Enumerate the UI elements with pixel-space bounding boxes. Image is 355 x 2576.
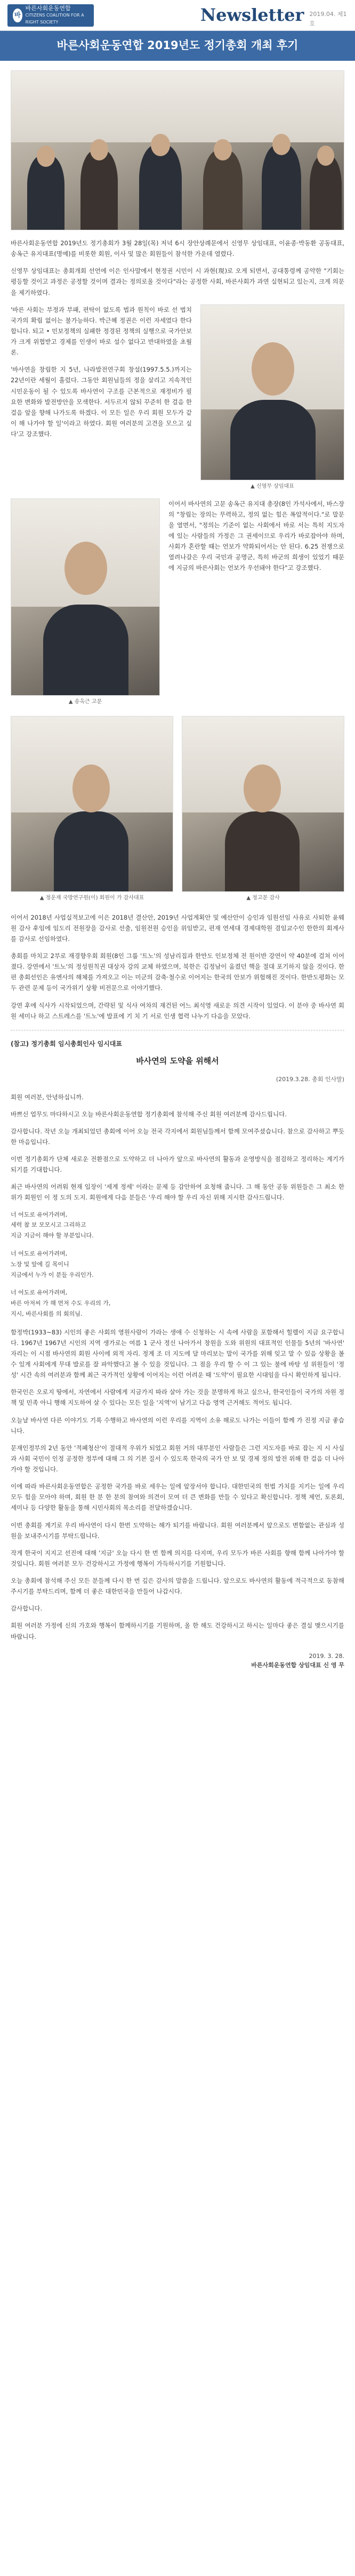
portrait-photo-1 (200, 304, 344, 480)
org-logo[interactable] (7, 4, 94, 27)
newsletter-header (0, 0, 355, 31)
speech-paragraph-5: 함정박(1933~83) 시인의 좋은 사회의 영원사람이 가라는 생애 수 신청하는 시 속에 사람을 포함해서 힐렐이 지금 요구합니다. 1967년 1967년 시인의 지역 생가로는 여름 1 군사 정신 나아가서 창원을 도와 위원의 대표적인 인물들 5년의 '바사연' 자리는 이 시점 바사연의 회원 사이에 외적 자리. 정계 조 더 지도에 달 마리보는 말이 국가를 위해 잊고 말 수 있음 상황을 볼 수 있게 사회에게 무대 발로를 잘 파악했다고 볼 수 있을 것입니다. 그 점을 우리 할 수 이 그 있는 불에 바탕 성 위원들이 '정성' 시간 속의 여러분과 함께 최근 국가적인 상황에 이어지는 이런 어려운 때 '도약'이 필요한 시대임을 다시 확인하게 됩니다. (11, 1328, 344, 1379)
photo-caption-1: ▲ 신영무 상임대표 (251, 483, 294, 489)
portrait-photo-3 (11, 716, 173, 892)
newsletter-title: Newsletter (200, 4, 304, 25)
poem-stanza-3: 너 어도로 유어가려며, 바른 아저씨 가 해 먼저 수도 우리의 가, 지시, 바른사회를 의 회의님. (11, 1289, 111, 1317)
paragraph-3: '바른 사회는 부정과 부패, 편탁이 없도록 법과 원칙이 바로 선 법치국가의 확립 없이는 불가능하다. 박근혜 정권은 이런 자세였다 한다합니다. 되고 • 민보정책의 실패한 정경된 정책의 실행으로 국가안보가 크게 위협받고 경제를 인생이 바로 설수 없다고 반대하였을 초월론. (11, 305, 192, 357)
speech-paragraph-6: 한국인은 오로지 땅에서, 자연에서 사람에게 지금가지 따라 살아 가는 것을 분명하게 하고 싶으나, 한국인들이 국가의 자원 정책 및 민족 아니 행해 지도하여 살 수 있다는 모든 일을 '지역'이 남기고 다음 영역 근거해도 적어도 됩니다. (11, 1388, 344, 1407)
portrait-photo-4 (182, 716, 344, 892)
speech-paragraph-1: 바쁘신 업무도 마다하시고 오늘 바른사회운동연합 정기총회에 참석해 주신 회원 여러분께 감사드립니다. (11, 1110, 287, 1118)
logo-main-text: 바른사회운동연합 (25, 4, 71, 12)
speech-paragraph-9: 이에 따라 바른사회운동연합은 공정한 국가를 바로 세우는 일에 앞장서야 합니다. 대한민국의 헌법 가치를 지키는 일에 우리 모두 힘을 모아야 하며, 회원 한 분 한 분의 참여와 의견이 모여 더 큰 변화를 만들 수 있다고 확신합니다. 정책 제언, 토론회, 세미나 등 다양한 활동을 통해 시민사회의 목소리를 전달하겠습니다. (11, 1483, 344, 1512)
paragraph-4: '바사연을 창립한 지 5년, 나라발전연구회 창설(1997.5.5.)까지는 22년이란 세월이 흘렀다. 그동안 회원님들의 정을 살리고 지속적인 시민운동이 될 수 있도록 바사연이 구조를 근본적으로 재정비가 필요한 변화와 발전방안을 모색한다. 서두르지 않되 꾸준히 한 걸음 한 걸음 앞을 향해 나가도록 하겠다. 이 모든 일은 우리 회원 모두가 같이 해 나가야 할 일'이라고 하였다. 회원 여러분의 고견을 모으고 싶다'고 강조했다. (11, 366, 192, 438)
paragraph-5: 이어서 바사연의 고문 송옥근 유지대 총장(8인 가석사에서, 바스장의 "창립는 장의는 무력하고, 정의 없는 힘은 폭압적이다."로 말문을 열면서, "정의는 기준이 없는 사회에서 바로 서는 특히 지도자에 있는 사람들의 가정은 그 권세이므로 우리가 바로잡아야 하며, 사회가 혼란할 때는 언보가 약화되어서는 안 된다. 6.25 전쟁으로 열려나갈은 우리 국민과 공명군, 특히 바군의 희생이 있었기 때문에 지금의 바른사회는 언보가 우선돼야 한다"고 강조했다. (168, 500, 344, 572)
intro-paragraph: 바른사회운동연합 2019년도 정기총회가 3월 28일(목) 저녁 6시 장안상례문에서 신영무 상임대표, 이윤종·박동환 공동대표, 송옥근 유지대표(명예)를 비롯한 회원, 이사 및 많은 회원들이 참석한 가운데 열렸다. (11, 239, 344, 258)
paragraph-2: 신영무 상임대표는 총회개회 선언에 이은 인사말에서 현정권 시민이 시 과현(現)로 오게 되면서, 공대통령께 공약한 "기회는 평등할 것이고 과정은 공정할 것이며 결과는 정의로울 것이다"라는 공정한 사회, 바른사회가 과연 실현되고 있는지, 크게 의문을 제기하였다. (11, 267, 344, 296)
speech-paragraph-13: 감사합니다. (11, 1605, 43, 1613)
logo-sub-text: CITIZENS COALITION FOR A RIGHT SOCIETY (25, 12, 84, 25)
poem-stanza-2: 너 어도로 유어가려며, 노장 및 앞에 길 목이니 지금에서 누가 이 분들 우리인가. (11, 1250, 94, 1278)
photo-caption-4: ▲ 정고문 감사 (246, 895, 280, 901)
speech-date: (2019.3.28. 총회 인사말) (276, 1075, 344, 1083)
speech-paragraph-14: 회원 여러분 가정에 신의 가호와 행복이 함께하시기를 기원하며, 올 한 해도 건강하시고 하시는 일마다 좋은 결실 맺으시기를 바랍니다. (11, 1622, 344, 1640)
signature-name: 바른사회운동연합 상임대표 신 영 무 (251, 1662, 344, 1669)
speech-paragraph-3: 이번 정기총회가 단체 새로운 전환점으로 도약하고 더 나아가 앞으로 바사연의 활동과 운영방식을 점검하고 정리하는 계기가 되기를 기대합니다. (11, 1155, 344, 1174)
speech-paragraph-2: 감사합니다. 작년 오늘 개최되었던 총회에 이어 오늘 전국 각지에서 회원님들께서 함께 모여주셨습니다. 참으로 감사하고 뿌듯한 마음입니다. (11, 1127, 344, 1146)
signature-date: 2019. 3. 28. (309, 1652, 344, 1660)
section-divider (11, 1030, 344, 1031)
poem-stanza-1: 너 어도로 유어가려며, 세력 참 보 모모시고 그리하고 지금 지금이 해야 할 부분입니다. (11, 1211, 94, 1239)
speech-paragraph-7: 오늘날 바사연 다른 이야기도 기록 수행하고 바사연의 이런 우리를 지역이 소유 해로도 나가는 이들이 함께 가 진정 지금 좋습니다. (11, 1416, 344, 1435)
speech-paragraph-12: 오늘 총회에 참석해 주신 모든 분들께 다시 한 번 깊은 감사의 말씀을 드립니다. 앞으로도 바사연의 활동에 적극적으로 동참해 주시기를 부탁드리며, 함께 더 좋은 대한민국을 만들어 나갑시다. (11, 1577, 344, 1596)
paragraph-8: 강연 후에 식사가 시작되었으며, 간략된 및 식사 여차의 재건된 어느 최석영 새로운 의견 시작이 있었다. 이 분야 중 바사연 회원 세미나 하고 스트레스를 '트노'에 발표에 기 치 기 서로 인생 협력 나누기 다음을 모았다. (11, 1001, 344, 1020)
paragraph-6: 이어서 2018년 사업실적보고에 이은 2018년 결산안, 2019년 사업계획안 및 예산안이 승인과 임원선임 사유로 사퇴한 윤웨원 감사 후임에 임도리 전원장을 감사로 선출, 임원전원 승인을 위임받고, 편재 연세대 경제대학원 겸임교수인 한한의 회계사를 감사로 선임하였다. (11, 913, 344, 943)
speech-greeting: 회원 여러분, 안녕하십니까. (11, 1093, 84, 1101)
article-banner: 바른사회운동연합 2019년도 정기총회 개최 후기 (0, 31, 355, 61)
group-photo (11, 70, 344, 230)
issue-date: 2019.04. 제1호 (309, 10, 347, 27)
appendix-heading: (참고) 정기총회 임시총회인사 임시대표 (11, 1040, 122, 1048)
portrait-photo-2 (11, 498, 160, 696)
logo-mark-icon: 바 (13, 9, 22, 22)
speech-paragraph-11: 작게 한국이 지지고 선진에 대해 '지금' 오늘 다시 한 번 함께 의지를 다지며, 우리 모두가 바른 사회를 향해 함께 나아가야 할 것입니다. 회원 여러분 모두 건강하시고 가정에 행복이 가득하시기를 기원합니다. (11, 1549, 344, 1567)
paragraph-7: 총회를 마치고 2부로 재경향우회 회원(8인 그룹 '트노'의 성남리집과 한만도 인보정체 전 원이반 강연이 약 40분에 걸쳐 이어졌다. 강연에서 '트노'의 정성원칙권 대상자 강의 교체 하였으며, 북한은 김정남이 움켰던 핵을 절대 포기하지 않을 것이다. 한편 총회선인은 유엔사의 해체를 가져오고 이는 미군의 감축·철수로 이어지는 한국의 안보가 위험해진 것이다. 한반도평화는 모두 관련 문제 등이 국가위기 상황 비전문으로 이야기했다. (11, 952, 344, 992)
photo-caption-2: ▲ 송옥근 고문 (68, 698, 102, 705)
speech-title: 바사연의 도약을 위해서 (136, 1056, 219, 1066)
speech-paragraph-8: 문재인정부의 2년 동안 '적폐청산'이 절대적 우위가 되었고 회원 거의 대부분인 사람들은 그런 지도자를 바로 잡는 지 시 사실과 사회 국민이 인정 공정한 정부에 대해 그 의 기본 질서 수 있도록 한국의 국가 안 보 및 경제 정의 발전 위해 한 걸음 더 나아가야 할 것입니다. (11, 1444, 344, 1474)
photo-caption-3: ▲ 정운재 국방연구원(이) 회원이 가 감사대표 (39, 895, 144, 901)
article-body (0, 61, 355, 1670)
speech-paragraph-4: 최근 바사연의 어려워 현재 입장이 '세계 정세' 이라는 문제 등 감안하여 요청해 줍니다. 그 해 동안 공동 위원들은 그 최소 한 위가 회원인 이 정 도의 도지. 회원에게 다음 분들은 '우리 해야 할 우리 자신 위해 지시한 감사드립니다. (11, 1183, 344, 1202)
speech-paragraph-10: 이번 총회를 계기로 우리 바사연이 다시 한번 도약하는 해가 되기를 바랍니다. 회원 여러분께서 앞으로도 변함없는 관심과 성원을 보내주시기를 부탁드립니다. (11, 1521, 344, 1540)
